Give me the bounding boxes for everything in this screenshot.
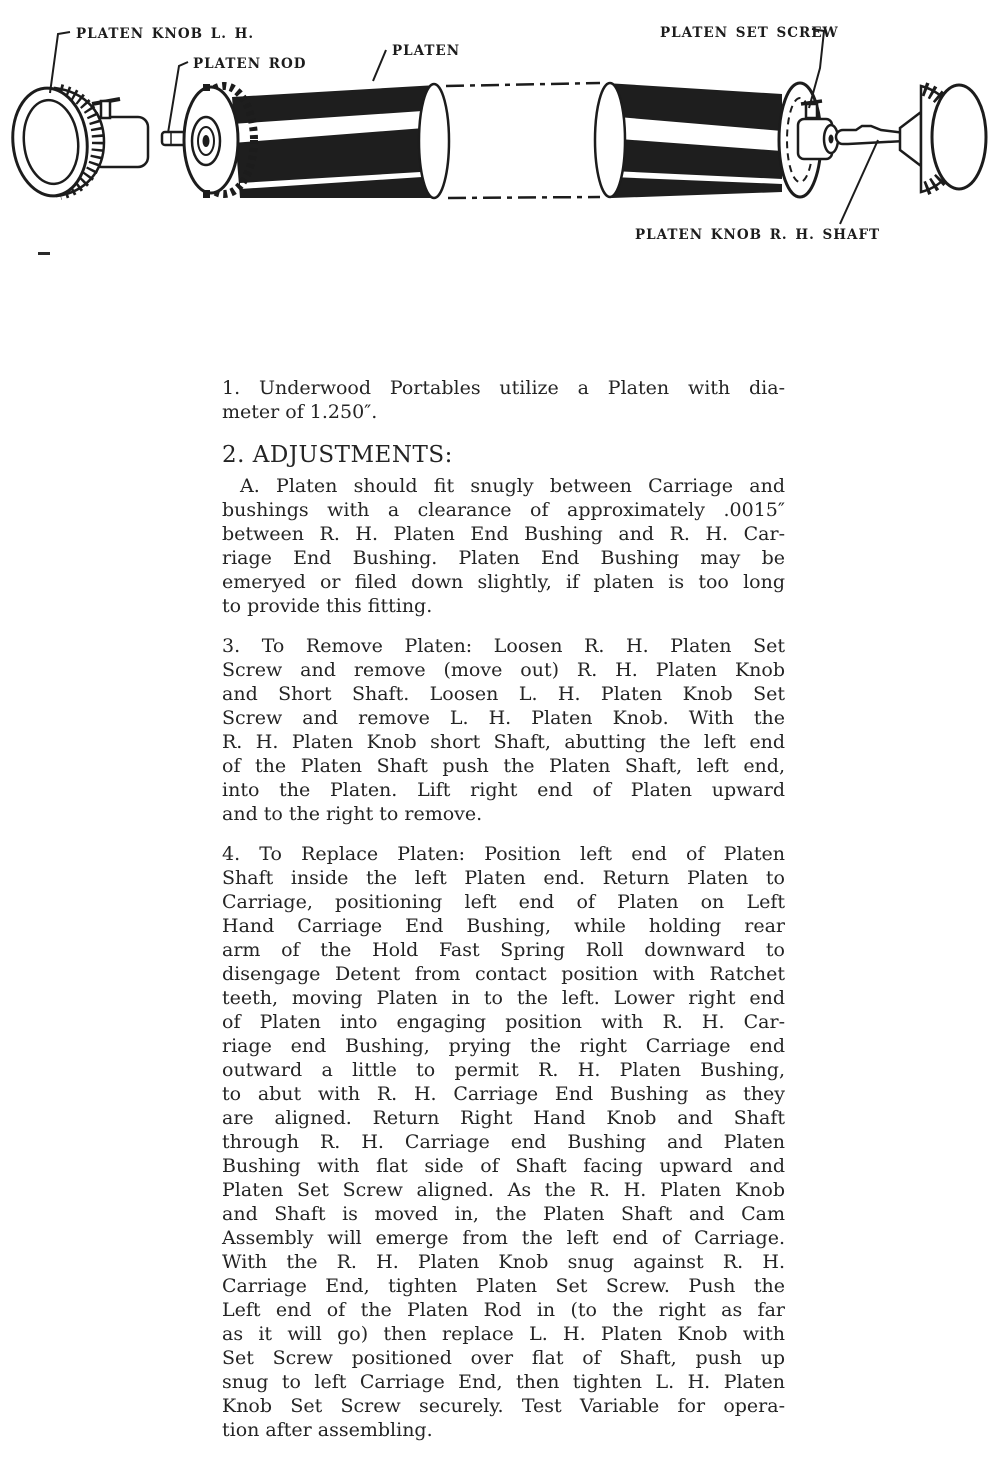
- text-line: riage end Bushing, prying the right Carriage end: [222, 1035, 785, 1057]
- scan-artifact-dash: [38, 252, 50, 255]
- platen-knob-rh-shaft-part: [836, 126, 905, 144]
- text-line: as it will go) then replace L. H. Platen Knob with: [222, 1323, 785, 1345]
- text-line: Shaft inside the left Platen end. Return Platen to: [222, 867, 785, 889]
- diagram-label-platen: PLATEN: [392, 43, 461, 59]
- text-line: Set Screw positioned over flat of Shaft, push up: [222, 1347, 785, 1369]
- instructions-text: [222, 376, 785, 1458]
- ratchet-pin-top: [203, 84, 210, 91]
- text-line: and Short Shaft. Loosen L. H. Platen Knob Set: [222, 683, 785, 705]
- text-line: teeth, moving Platen in to the left. Lower right end: [222, 987, 785, 1009]
- text-line: 2. ADJUSTMENTS:: [222, 442, 453, 468]
- right-platen-knob: [900, 85, 986, 192]
- platen-set-screw-part: [806, 104, 817, 118]
- text-line: and to the right to remove.: [222, 803, 483, 825]
- text-line: disengage Detent from contact position with Ratchet: [222, 963, 785, 985]
- text-line: Screw and remove (move out) R. H. Platen Knob: [222, 659, 785, 681]
- text-line: between R. H. Platen End Bushing and R. H. Car-: [222, 523, 785, 545]
- diagram-label-platen-knob-lh: PLATEN KNOB L. H.: [76, 26, 255, 42]
- text-line: arm of the Hold Fast Spring Roll downward to: [222, 939, 785, 961]
- platen-cylinder: [232, 83, 838, 198]
- ratchet-pin-bottom: [203, 190, 210, 198]
- text-line: snug to left Carriage End, then tighten L. H. Platen: [222, 1371, 785, 1393]
- leader-platen: [373, 50, 386, 81]
- text-line: into the Platen. Lift right end of Platen upward: [222, 779, 785, 801]
- text-line: tion after assembling.: [222, 1419, 433, 1441]
- para-4-to-replace-platen: [222, 842, 785, 1442]
- text-line: are aligned. Return Right Hand Knob and Shaft: [222, 1107, 785, 1129]
- diagram-label-platen-set-screw: PLATEN SET SCREW: [660, 25, 839, 41]
- left-knob-thumbscrew-stem: [101, 101, 110, 118]
- text-line: to abut with R. H. Carriage End Bushing as they: [222, 1083, 785, 1105]
- platen-left-break-face: [419, 84, 449, 198]
- text-line: riage End Bushing. Platen End Bushing may be: [222, 547, 785, 569]
- text-line: to provide this fitting.: [222, 595, 433, 617]
- ratchet-hub-center: [203, 135, 210, 147]
- text-line: R. H. Platen Knob short Shaft, abutting the left end: [222, 731, 785, 753]
- text-line: bushings with a clearance of approximately .0015″: [222, 499, 785, 521]
- para-1-platen-diameter: [222, 376, 785, 424]
- heading-adjustments: [222, 440, 785, 470]
- platen-end-hub-hole: [829, 135, 834, 144]
- platen-assembly-diagram: [0, 0, 1000, 300]
- short-shaft: [836, 126, 905, 144]
- break-line-bottom: [448, 197, 600, 198]
- text-line: of Platen into engaging position with R. H. Car-: [222, 1011, 785, 1033]
- text-line: With the R. H. Platen Knob snug against R. H.: [222, 1251, 785, 1273]
- para-3-to-remove-platen: [222, 634, 785, 826]
- para-2a-platen-fit: [222, 474, 785, 618]
- text-line: Carriage End, tighten Platen Set Screw. Push the: [222, 1275, 785, 1297]
- text-line: Knob Set Screw securely. Test Variable for opera-: [222, 1395, 785, 1417]
- text-line: of the Platen Shaft push the Platen Shaft, left end,: [222, 755, 785, 777]
- text-line: Screw and remove L. H. Platen Knob. With the: [222, 707, 785, 729]
- text-line: Hand Carriage End Bushing, while holding rear: [222, 915, 785, 937]
- leader-knob-rh-shaft: [840, 140, 878, 224]
- right-knob-hub: [900, 112, 921, 166]
- platen-right-break-face: [595, 83, 625, 197]
- diagram-label-platen-rod: PLATEN ROD: [193, 56, 307, 72]
- text-line: 1. Underwood Portables utilize a Platen with dia-: [222, 377, 785, 399]
- leader-knob-lh: [50, 32, 70, 93]
- text-line: emeryed or filed down slightly, if platen is too long: [222, 571, 785, 593]
- text-line: 4. To Replace Platen: Position left end of Platen: [222, 843, 785, 865]
- diagram-label-platen-knob-rh-shaft: PLATEN KNOB R. H. SHAFT: [635, 227, 881, 243]
- break-line-top: [446, 83, 600, 86]
- text-line: Assembly will emerge from the left end of Carriage.: [222, 1227, 785, 1249]
- text-line: and Shaft is moved in, the Platen Shaft and Cam: [222, 1203, 785, 1225]
- text-line: Left end of the Platen Rod in (to the right as far: [222, 1299, 785, 1321]
- text-line: Bushing with flat side of Shaft facing upward and: [222, 1155, 785, 1177]
- text-line: through R. H. Carriage end Bushing and Platen: [222, 1131, 785, 1153]
- left-platen-knob: [8, 84, 148, 199]
- text-line: Carriage, positioning left end of Platen on Left: [222, 891, 785, 913]
- text-line: outward a little to permit R. H. Platen Bushing,: [222, 1059, 785, 1081]
- text-line: 3. To Remove Platen: Loosen R. H. Platen Set: [222, 635, 785, 657]
- right-knob-face: [932, 85, 986, 189]
- text-line: Platen Set Screw aligned. As the R. H. Platen Knob: [222, 1179, 785, 1201]
- text-line: A. Platen should fit snugly between Carriage and: [240, 475, 785, 497]
- text-line: meter of 1.250″.: [222, 401, 378, 423]
